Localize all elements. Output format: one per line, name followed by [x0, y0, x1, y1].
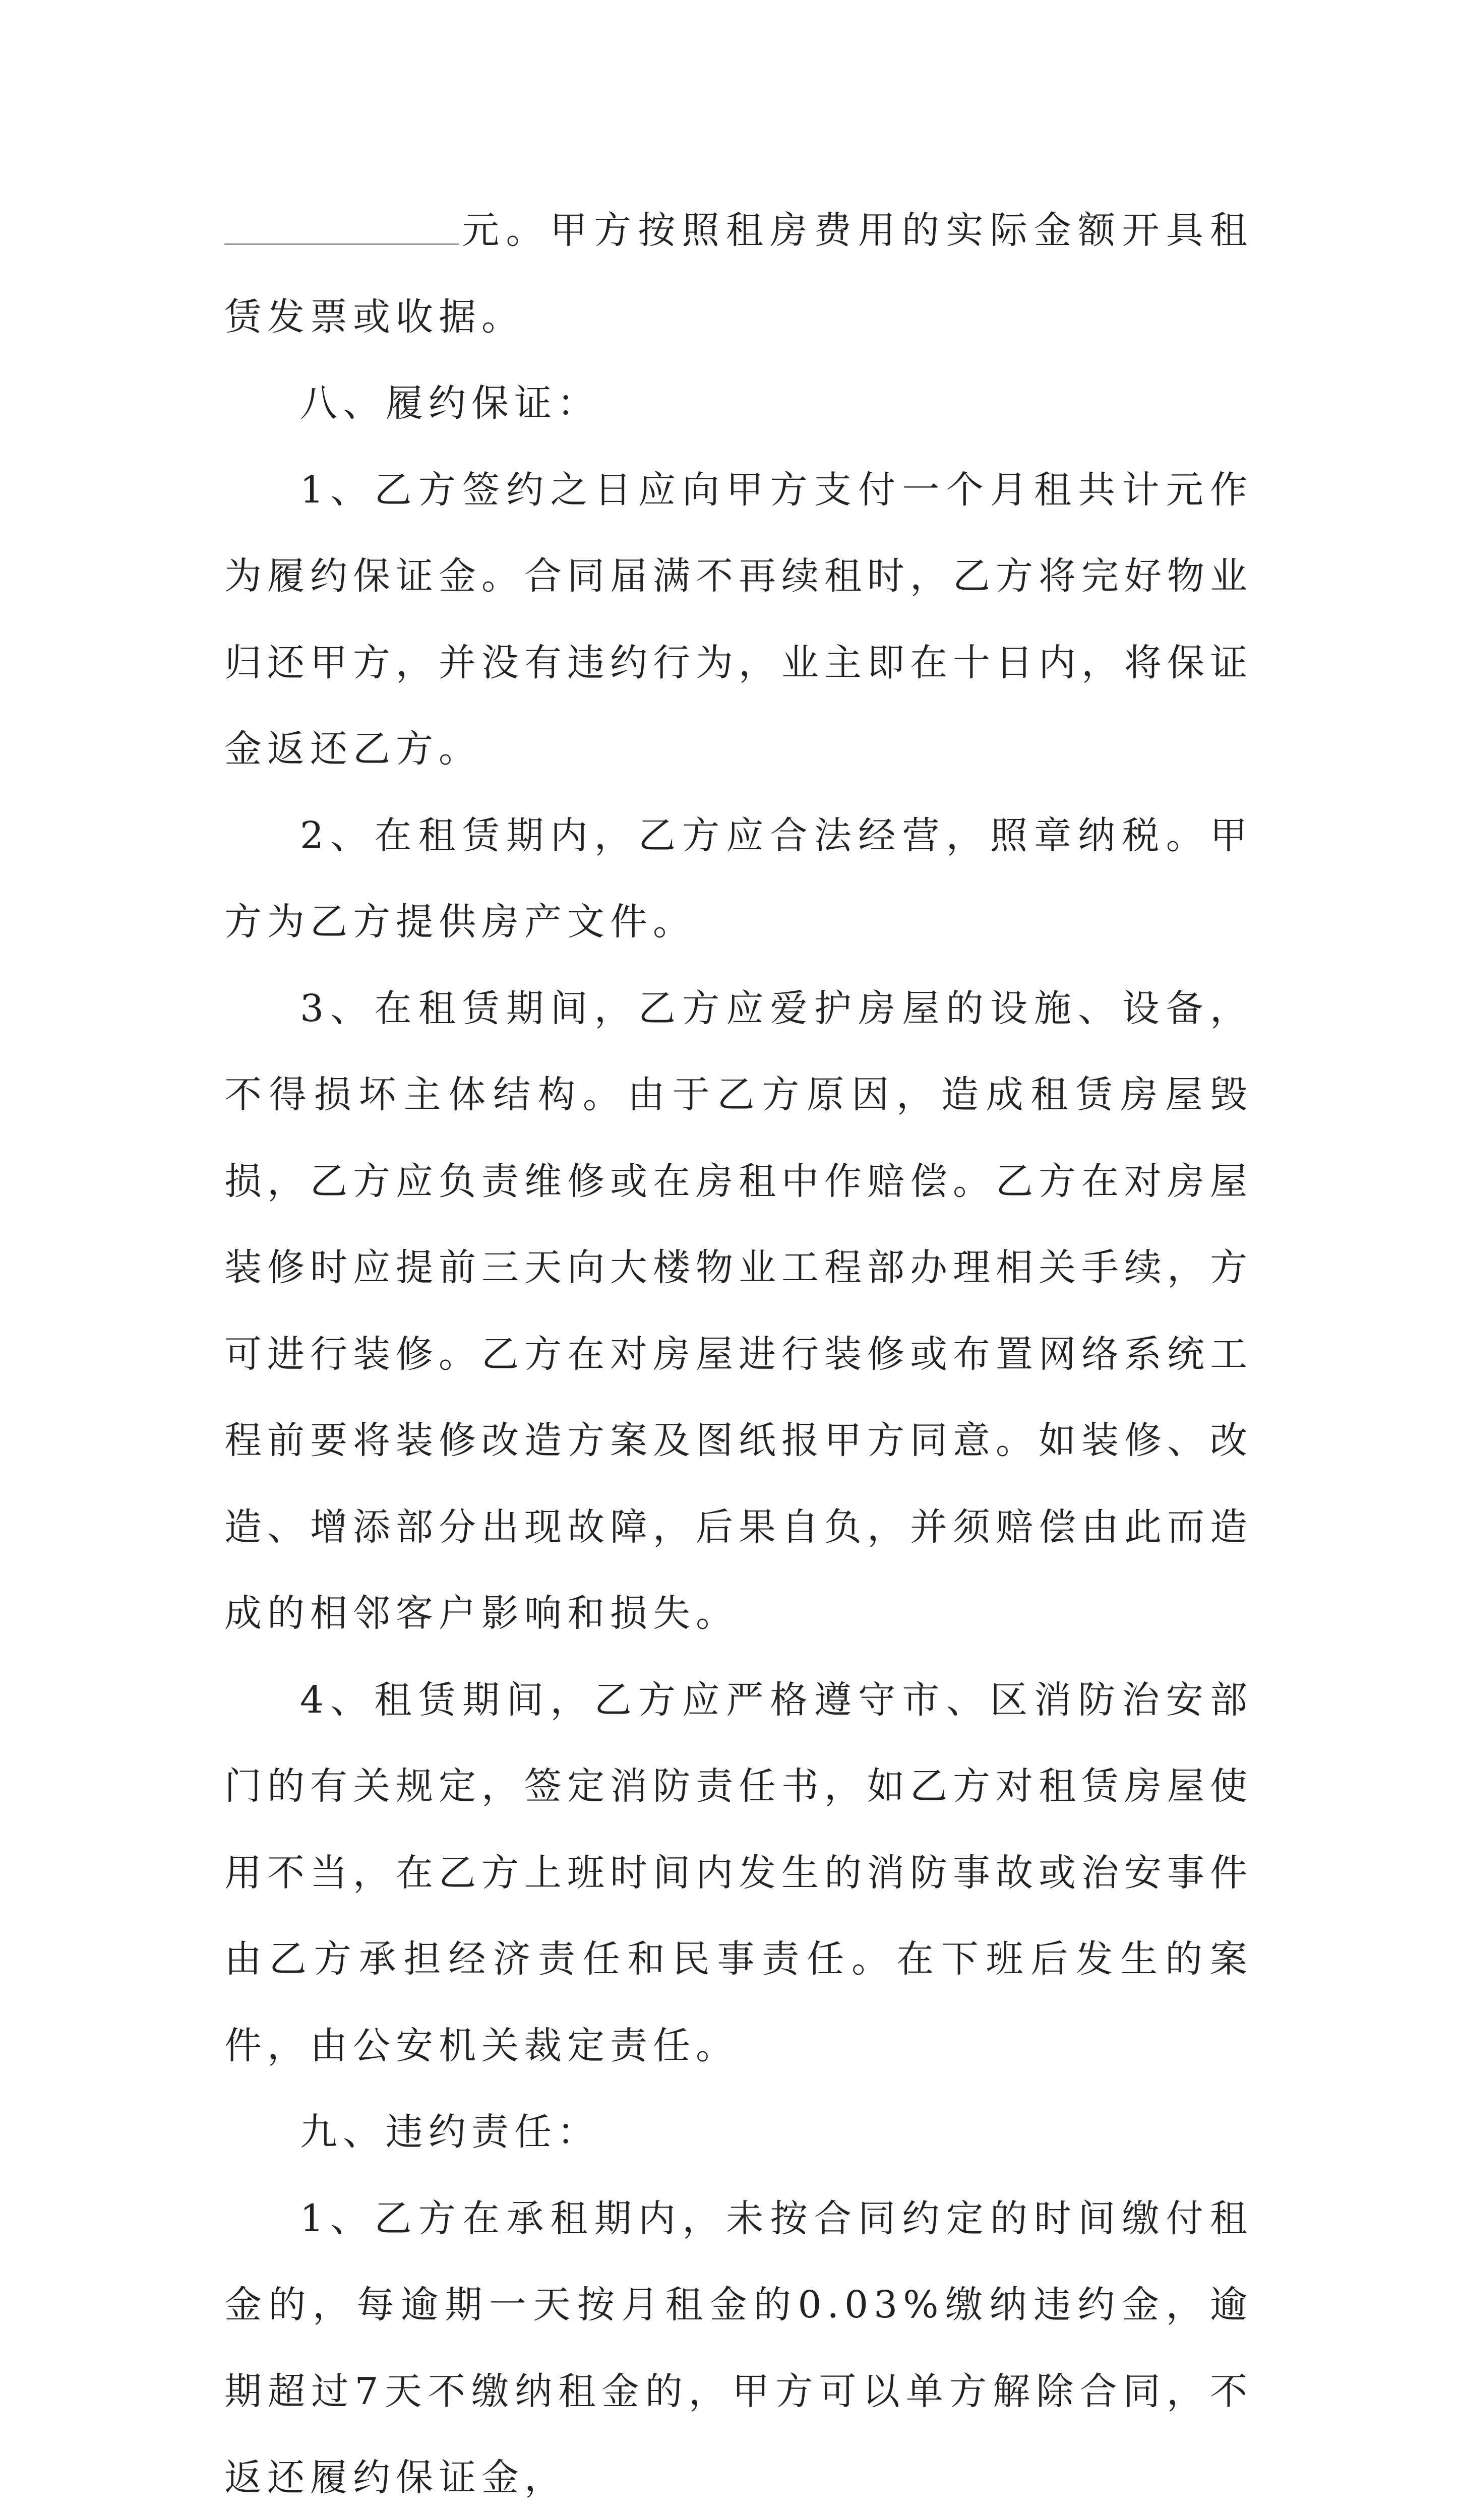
clause-8-3: 3、在租赁期间，乙方应爱护房屋的设施、设备，不得损坏主体结构。由于乙方原因，造成租赁房屋毁损，乙方应负责维修或在房租中作赔偿。乙方在对房屋装修时应提前三天向大楼物业工程部办理相关手续，方可进行装修。乙方在对房屋进行装修或布置网络系统工程前要将装修改造方案及图纸报甲方同意。如装修、改造、增添部分出现故障，后果自负，并须赔偿由此而造成的相邻客户影响和损失。 [224, 966, 1253, 1657]
paragraph-invoice [224, 187, 1253, 360]
clause-8-4: 4、租赁期间，乙方应严格遵守市、区消防治安部门的有关规定，签定消防责任书，如乙方对租赁房屋使用不当，在乙方上班时间内发生的消防事故或治安事件由乙方承担经济责任和民事责任。在下班后发生的案件，由公安机关裁定责任。 [224, 1657, 1253, 2090]
heading-performance-guarantee: 八、履约保证： [224, 360, 1253, 447]
clause-9-1: 1、乙方在承租期内，未按合同约定的时间缴付租金的，每逾期一天按月租金的0.03%缴纳违约金，逾期超过7天不缴纳租金的，甲方可以单方解除合同，不返还履约保证金， [224, 2176, 1253, 2520]
invoice-text: 元。甲方按照租房费用的实际金额开具租赁发票或收据。 [224, 209, 1253, 339]
heading-breach-liability: 九、违约责任： [224, 2089, 1253, 2176]
fill-in-blank [224, 203, 459, 245]
document-body [224, 187, 1253, 2520]
clause-8-1: 1、乙方签约之日应向甲方支付一个月租共计元作为履约保证金。合同届满不再续租时，乙方将完好物业归还甲方，并没有违约行为，业主即在十日内，将保证金返还乙方。 [224, 447, 1253, 793]
clause-8-2: 2、在租赁期内，乙方应合法经营，照章纳税。甲方为乙方提供房产文件。 [224, 793, 1253, 966]
